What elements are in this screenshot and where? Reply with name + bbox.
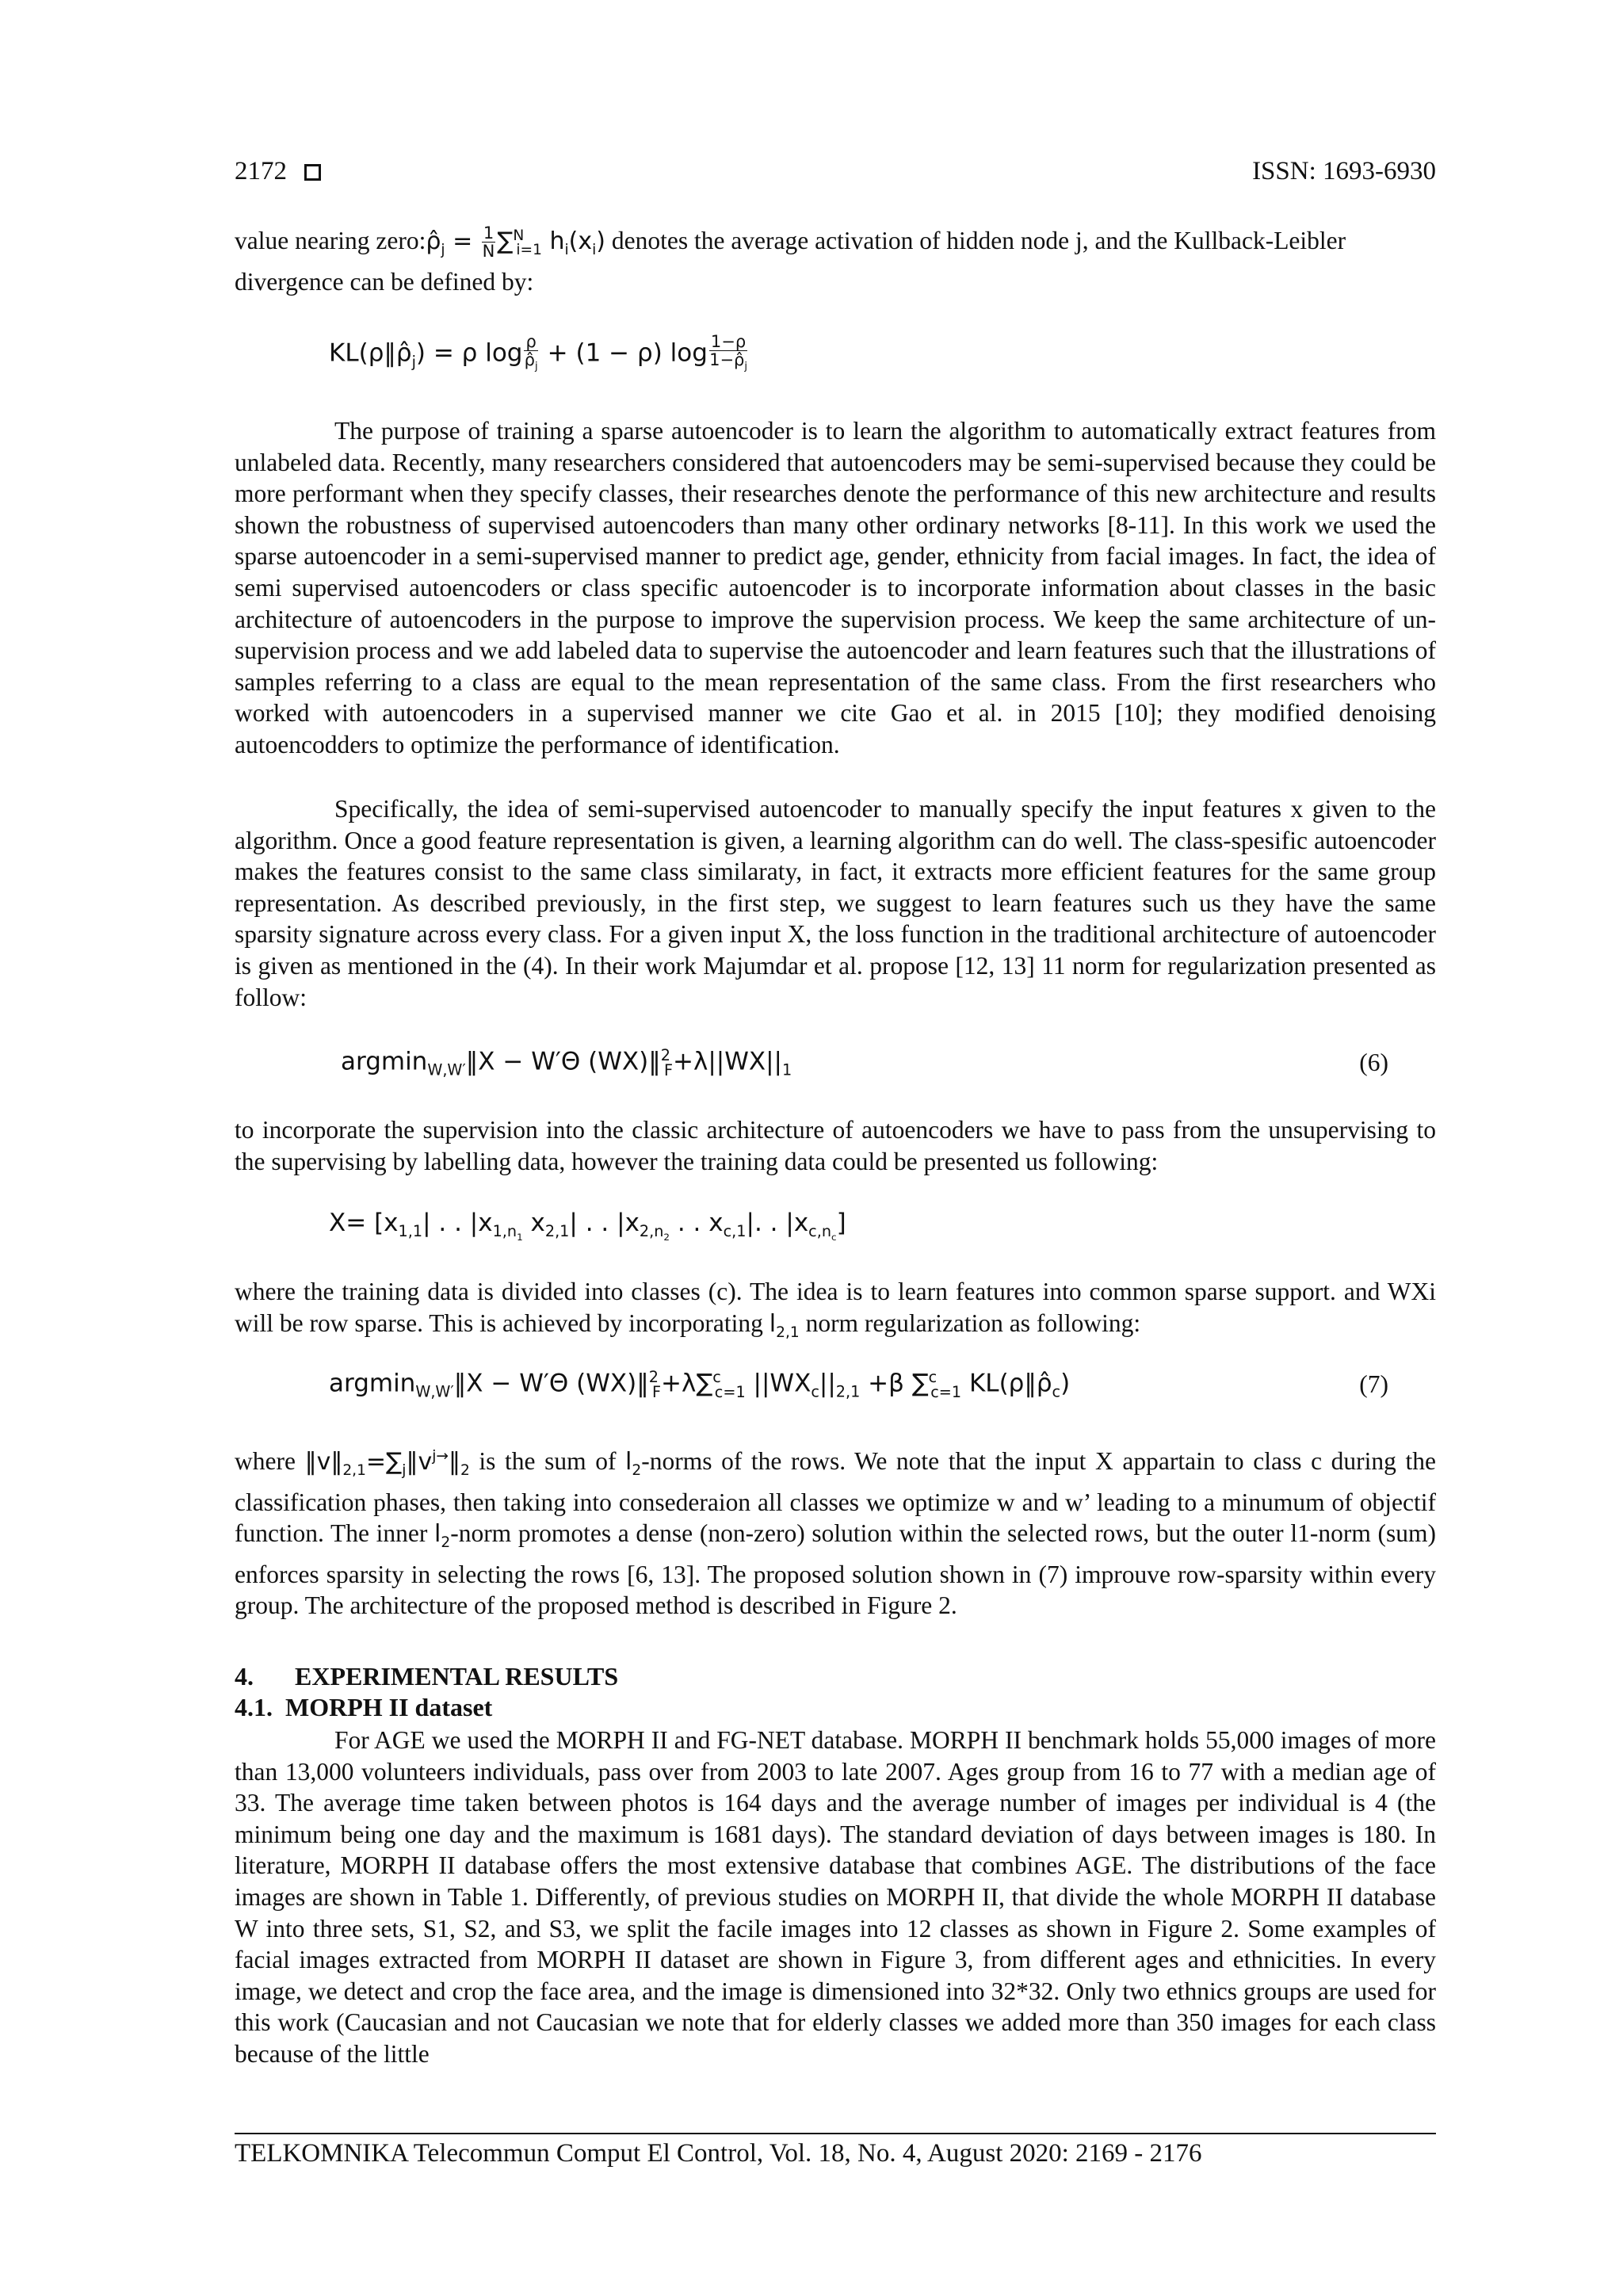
- equation-7-number: (7): [1359, 1370, 1388, 1398]
- issn-label: ISSN: 1693-6930: [1252, 157, 1436, 185]
- page-number: 2172: [235, 157, 287, 185]
- inline-formula-l2-inner: $l_2$: [434, 1520, 451, 1552]
- section-4-1-number: 4.1.: [235, 1693, 273, 1721]
- inline-formula-row-norm: $‖v‖_{2,1}=\sum_j‖v^{j\to}‖_2$: [304, 1448, 470, 1479]
- equation-7: argmin$_{W,W'}$‖X − W′Θ (WX)‖$^2_F$+λ∑$^c_{c=1}$ $||WX_c||_{2,1} +\beta$ ∑$^c_{c=1}$ $KL(\rho‖\rhô_c)$: [329, 1368, 1071, 1401]
- paragraph-3: [235, 1114, 1436, 1177]
- p5-text-c: -norm promotes a dense (non-zero) solution within the selected rows, but the outer l1-norm (sum) enforces sparsity in selecting the rows [6, 13]. The proposed solution shown in (7) improuve row-sparsity within every group. The architecture of the proposed method is described in Figure 2.: [235, 1519, 1436, 1620]
- p5-text-lead: where: [235, 1447, 305, 1475]
- paragraph-5: [235, 1441, 1436, 1622]
- p5-text-a: is the sum of: [469, 1447, 626, 1475]
- p0-text-a: value nearing zero:: [235, 227, 426, 254]
- p2-text: Specifically, the idea of semi-supervised autoencoder to manually specify the input features x given to the algorithm. Once a good feature representation is given, a learning algorithm can do well. The class-spesific autoencoder makes the features consist to the same class similaraty, in fact, it extracts more efficient features for the same group representation. As described previously, in the first step, we suggest to learn features such us they have the same sparsity signature across every class. For a given input X, the loss function in the traditional architecture of autoencoder is given as mentioned in the (4). In their work Majumdar et al. propose [12, 13] 11 norm for regularization presented as follow:: [235, 795, 1436, 1011]
- inline-formula-l2: $l_2$: [625, 1448, 642, 1479]
- section-4-1-title: MORPH II dataset: [285, 1693, 493, 1721]
- p4-text-b: norm regularization as following:: [799, 1308, 1141, 1337]
- page-header-left: [235, 157, 321, 186]
- paragraph-4: [235, 1276, 1436, 1348]
- equation-training-data: $X= [x_{1,1}|$ . . $|x_{1,n_1}$ $x_{2,1}|$ . . $|x_{2,n_2}$ . . $x_{c,1}|$. . $|x_{c,n_c}$]: [329, 1209, 846, 1244]
- p1-text: The purpose of training a sparse autoencoder is to learn the algorithm to automatically extract features from unlabeled data. Recently, many researchers considered that autoencoders may be semi-supervised because they could be more performant when they specify classes, their researches denote the performance of this new architecture and results shown the robustness of supervised autoencoders than many other ordinary networks [8-11]. In this work we used the sparse autoencoder in a semi-supervised manner to predict age, gender, ethnicity from facial images. In fact, the idea of semi supervised autoencoders or class specific autoencoder is to incorporate information about classes in the basic architecture of autoencoders in the purpose to improve the supervision process. We keep the same architecture of un-supervision process and we add labeled data to supervise the autoencoder and learn features such that the illustrations of samples referring to a class are equal to the mean representation of the same class. From the first researchers who worked with autoencoders in a supervised manner we cite Gao et al. in 2015 [10]; they modified denoising autoencodders to optimize the performance of identification.: [235, 417, 1436, 758]
- p0-text-c: divergence can be defined by:: [235, 267, 534, 296]
- p6-text: For AGE we used the MORPH II and FG-NET database. MORPH II benchmark holds 55,000 images of more than 13,000 volunteers individuals, pass over from 2003 to late 2007. Ages group from 16 to 77 with a median age of 33. The average time taken between photos is 164 days and the average number of images per individual is 4 (the minimum being one day and the maximum is 1681 days). The standard deviation of days between images is 180. In literature, MORPH II database offers the most extensive database that combines AGE. The distributions of the face images are shown in Table 1. Differently, of previous studies on MORPH II, that divide the whole MORPH II database W into three sets, S1, S2, and S3, we split the facile images into 12 classes as shown in Figure 2. Some examples of facial images extracted from MORPH II dataset are shown in Figure 3, from different ages and ethnicities. In every image, we detect and crop the face area, and the image is dimensioned into 32*32. Only two ethnics groups are used for this work (Caucasian and not Caucasian we note that for elderly classes we added more than 350 images for each class because of the little: [235, 1726, 1436, 2068]
- p3-text: to incorporate the supervision into the classic architecture of autoencoders we have to pass from the unsupervising to the supervising by labelling data, however the training data could be presented us following:: [235, 1116, 1436, 1175]
- paragraph-1: [235, 415, 1436, 761]
- p4-text-a: where the training data is divided into classes (c). The idea is to learn features into common sparse support. and WXi will be row sparse. This is achieved by incorporating: [235, 1278, 1436, 1337]
- footer-divider: [235, 2133, 1436, 2134]
- inline-formula-rho-hat: $\rhô_j$ = $\frac{1}{N}$ ∑$^N_{i=1}$ $h_i(x_i)$: [426, 223, 605, 261]
- paragraph-0: [235, 220, 1436, 297]
- box-icon: [304, 164, 321, 181]
- footer-citation: TELKOMNIKA Telecommun Comput El Control, Vol. 18, No. 4, August 2020: 2169 - 2176: [235, 2139, 1202, 2168]
- equation-6-number: (6): [1359, 1049, 1388, 1076]
- section-4-number: 4.: [235, 1662, 254, 1690]
- p5-text-b: -norms of the rows. We note that the input X appartain to class c during the classification phases, then taking into consederaion all classes we optimize w and w’ leading to a minumum of objectif function. The inner: [235, 1447, 1437, 1548]
- inline-formula-l21: $l_{2,1}$: [769, 1309, 800, 1341]
- p0-text-b: denotes the average activation of hidden node j, and the Kullback-Leibler: [605, 227, 1346, 254]
- paragraph-2: [235, 793, 1436, 1013]
- section-heading-4: [235, 1662, 618, 1691]
- paragraph-6: [235, 1725, 1436, 2070]
- equation-kl-divergence: $KL(\rho‖\rhô_j) = \rho$ log $\frac{\rho}{\rhô_j}$ + (1 − ρ) log $\frac{1-\rho}{1-\rhô_j}$: [329, 332, 748, 373]
- equation-6: argmin$_{W,W'}$‖X − W′Θ $(WX)‖^2_F+\lambda||WX||_1$: [341, 1046, 792, 1079]
- section-4-title: EXPERIMENTAL RESULTS: [295, 1662, 619, 1690]
- section-heading-4-1: [235, 1693, 492, 1722]
